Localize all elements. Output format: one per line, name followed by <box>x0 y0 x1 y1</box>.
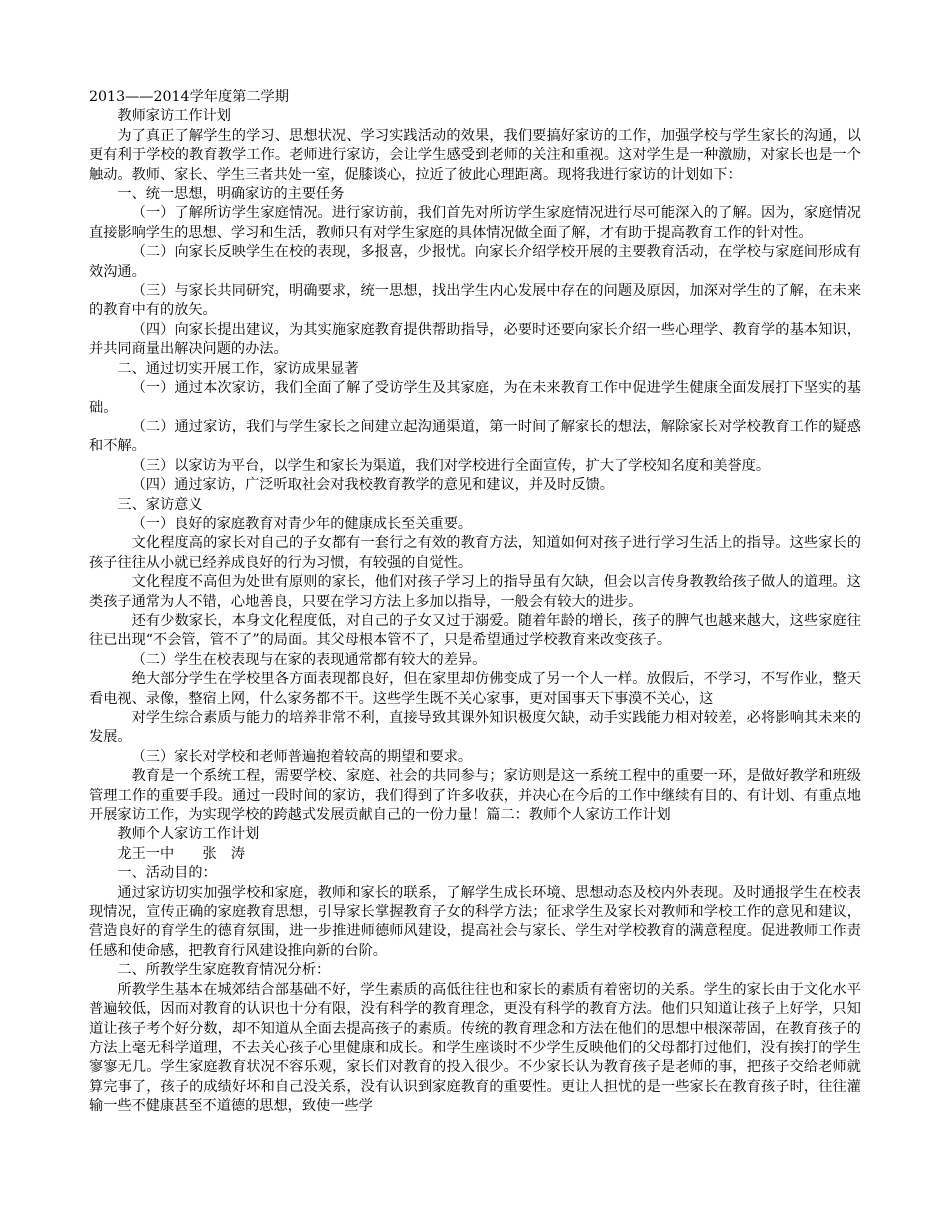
paragraph: （一）良好的家庭教育对青少年的健康成长至关重要。 <box>131 515 473 532</box>
paragraph: 二、所教学生家庭教育情况分析： <box>117 962 331 979</box>
paragraph: 对学生综合素质与能力的培养非常不利，直接导致其课外知识极度欠缺，动手实践能力相对较差，必将影响其未来的发展。 <box>89 710 861 746</box>
paragraph: 文化程度不高但为处世有原则的家长，他们对孩子学习上的指导虽有欠缺，但会以言传身教教给孩子做人的道理。这类孩子通常为人不错，心地善良，只要在学习方法上多加以指导，一般会有较大的进步。 <box>89 574 861 610</box>
paragraph: 文化程度高的家长对自己的子女都有一套行之有效的教育方法，知道如何对孩子进行学习生活上的指导。这些家长的孩子往往从小就已经养成良好的行为习惯，有较强的自觉性。 <box>89 535 861 571</box>
paragraph: （三）家长对学校和老师普遍抱着较高的期望和要求。 <box>131 748 473 765</box>
paragraph: 教师家访工作计划 <box>117 108 231 125</box>
paragraph: 绝大部分学生在学校里各方面表现都良好，但在家里却仿佛变成了另一个人一样。放假后，不学习，不写作业，整天看电视、录像，整宿上网，什么家务都不干。这些学生既不关心家事，更对国事天下事漠不关心，这 <box>89 671 861 707</box>
paragraph: （三）以家访为平台，以学生和家长为渠道，我们对学校进行全面宣传，扩大了学校知名度和美誉度。 <box>131 457 771 474</box>
paragraph: （一）了解所访学生家庭情况。进行家访前，我们首先对所访学生家庭情况进行尽可能深入的了解。因为，家庭情况直接影响学生的思想、学习和生活，教师只有对学生家庭的具体情况做全面了解，才有助于提高教育工作的针对性。 <box>89 205 861 241</box>
paragraph: （二）向家长反映学生在校的表现，多报喜，少报忧。向家长介绍学校开展的主要教育活动，在学校与家庭间形成有效沟通。 <box>89 244 861 280</box>
paragraph: 一、统一思想，明确家访的主要任务 <box>117 186 345 203</box>
paragraph: 教育是一个系统工程，需要学校、家庭、社会的共同参与；家访则是这一系统工程中的重要一环，是做好教学和班级管理工作的重要手段。通过一段时间的家访，我们得到了许多收获，并决心在今后的工作中继续有目的、有计划、有重点地开展家访工作，为实现学校的跨越式发展贡献自己的一份力量！篇二：教师个人家访工作计划 <box>89 768 861 824</box>
paragraph: 二、通过切实开展工作，家访成果显著 <box>117 360 359 377</box>
paragraph: 一、活动目的： <box>117 865 217 882</box>
document-body <box>89 88 861 1117</box>
paragraph: 教师个人家访工作计划 <box>117 826 260 843</box>
paragraph: （二）学生在校表现与在家的表现通常都有较大的差异。 <box>131 651 487 668</box>
paragraph: （二）通过家访，我们与学生家长之间建立起沟通渠道，第一时间了解家长的想法，解除家长对学校教育工作的疑惑和不解。 <box>89 418 861 455</box>
paragraph: 通过家访切实加强学校和家庭，教师和家长的联系，了解学生成长环境、思想动态及校内外表现。及时通报学生在校表现情况，宣传正确的家庭教育思想，引导家长掌握教育子女的科学方法；征求学生及家长对教师和学校工作的意见和建议，营造良好的育学生的德育氛围，进一步推进师德师风建设，提高社会与家长、学生对学校教育的满意程度。促进教师工作责任感和使命感，把教育行风建设推向新的台阶。 <box>89 884 861 959</box>
paragraph: （一）通过本次家访，我们全面了解了受访学生及其家庭，为在未来教育工作中促进学生健康全面发展打下坚实的基础。 <box>89 380 861 416</box>
paragraph: 为了真正了解学生的学习、思想状况、学习实践活动的效果，我们要搞好家访的工作，加强学校与学生家长的沟通，以更有利于学校的教育教学工作。老师进行家访，会让学生感受到老师的关注和重视。这对学生是一种激励，对家长也是一个触动。教师、家长、学生三者共处一室，促膝谈心，拉近了彼此心理距离。现将我进行家访的计划如下： <box>89 127 861 183</box>
paragraph: 还有少数家长，本身文化程度低，对自己的子女又过于溺爱。随着年龄的增长，孩子的脾气也越来越大，这些家庭往往已出现“不会管，管不了”的局面。其父母根本管不了，只是希望通过学校教育来改变孩子。 <box>89 612 861 649</box>
paragraph: （三）与家长共同研究，明确要求，统一思想，找出学生内心发展中存在的问题及原因，加深对学生的了解，在未来的教育中有的放矢。 <box>89 283 861 319</box>
paragraph: 所教学生基本在城郊结合部基础不好，学生素质的高低往往也和家长的素质有着密切的关系。学生的家长由于文化水平普遍较低，因而对教育的认识也十分有限，没有科学的教育理念，更没有科学的教育方法。他们只知道让孩子上好学，只知道让孩子考个好分数，却不知道从全面去提高孩子的素质。传统的教育理念和方法在他们的思想中根深蒂固，在教育孩子的方法上毫无科学道理，不去关心孩子心里健康和成长。和学生座谈时不少学生反映他们的父母都打过他们，没有挨打的学生寥寥无几。学生家庭教育状况不容乐观，家长们对教育的投入很少。不少家长认为教育孩子是老师的事，把孩子交给老师就算完事了，孩子的成绩好坏和自己没关系，没有认识到家庭教育的重要性。更让人担忧的是一些家长在教育孩子时，往往灌输一些不健康甚至不道德的思想，致使一些学 <box>89 981 861 1115</box>
paragraph: （四）通过家访，广泛听取社会对我校教育教学的意见和建议，并及时反馈。 <box>131 477 614 494</box>
paragraph: 2013——2014学年度第二学期 <box>89 89 289 105</box>
paragraph: 龙王一中 张 涛 <box>117 845 246 862</box>
paragraph: （四）向家长提出建议，为其实施家庭教育提供帮助指导，必要时还要向家长介绍一些心理学、教育学的基本知识，并共同商量出解决问题的办法。 <box>89 321 861 358</box>
paragraph: 三、家访意义 <box>117 496 203 513</box>
